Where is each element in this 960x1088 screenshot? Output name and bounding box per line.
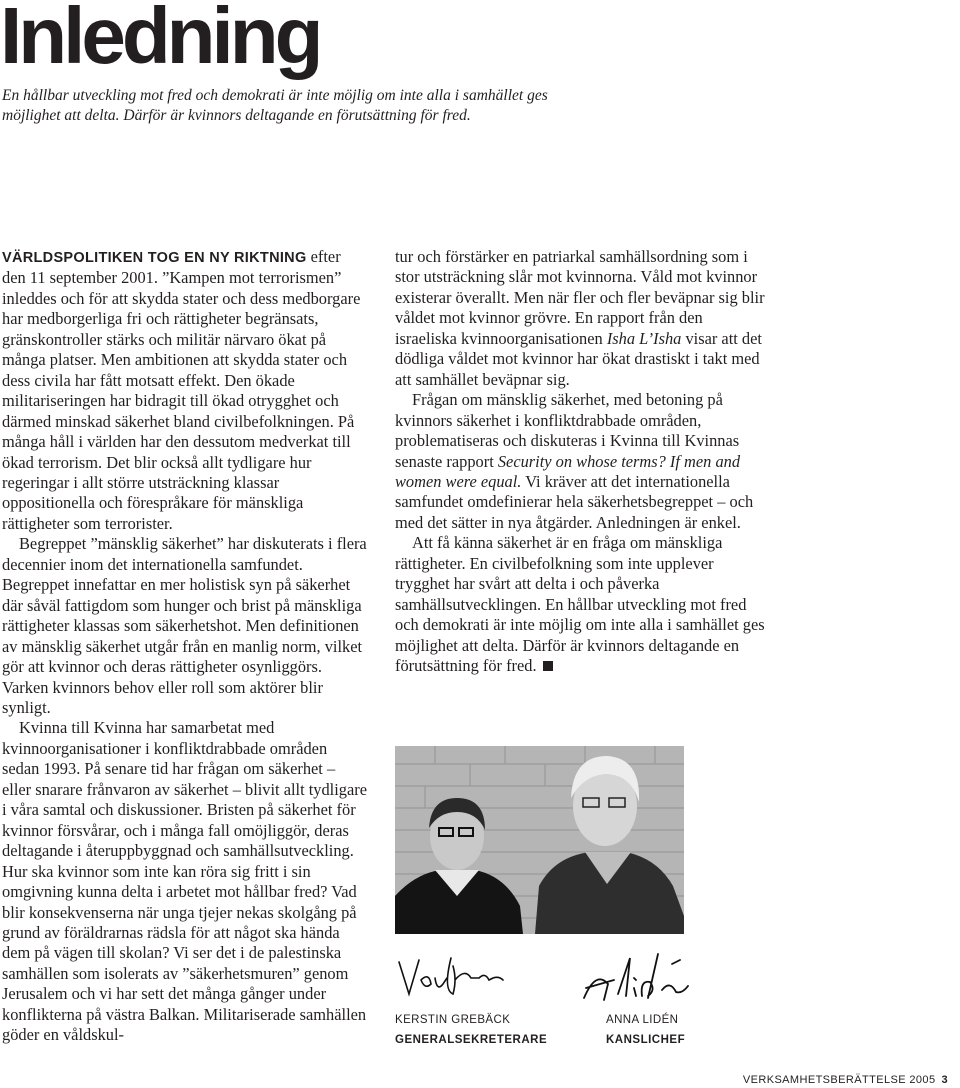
body-paragraph xyxy=(2,247,368,534)
organisation-name: Isha L’Isha xyxy=(606,328,682,348)
lead-paragraph: En hållbar utveckling mot fred och demokrati är inte möjlig om inte alla i samhället ges möjlighet att delta. Därför är kvinnors deltagande en förutsättning för fred. xyxy=(2,87,548,124)
portrait-photo xyxy=(395,746,684,934)
body-text: Vi kräver att det internationella samfundet omdefinierar hela säkerhetsbegreppet – och med det sätter in nya åtgärder. Anledningen är enkel. xyxy=(395,471,754,532)
text-column-right xyxy=(395,247,765,677)
body-text: tur och förstärker en patriarkal samhällsordning som i stor utsträckning slår mot kvinnorna. Våld mot kvinnor existerar överallt. Men när fler och fler beväpnar sig blir våldet mot kvinnor grövre. En rapport från den israeliska kvinnoorganisationen xyxy=(395,247,765,348)
page-title: Inledning xyxy=(0,0,320,80)
signature-anna-liden xyxy=(578,950,693,1010)
body-text: visar att det dödliga våldet mot kvinnor har ökat drastiskt i takt med att samhället beväpnar sig. xyxy=(395,328,762,389)
signatory-name: KERSTIN GREBÄCK xyxy=(395,1014,511,1026)
body-paragraph xyxy=(395,533,765,676)
text-column-left xyxy=(2,247,368,1046)
signatory-role: KANSLICHEF xyxy=(606,1034,686,1046)
footer-label: VERKSAMHETSBERÄTTELSE 2005 xyxy=(742,1074,936,1086)
body-text: efter den 11 september 2001. ”Kampen mot terrorismen” inleddes och för att skydda stater och dess medborgare har medborgerliga fri och rättigheter begränsats, gränskontroller stärks och militär närvaro ökat på många platser. Men ambitionen att skydda stater och dess civila har fått motsatt effekt. Den ökade militariseringen har bidragit till ökad otrygghet och därmed minskad säkerhet bland civilbefolkningen. På många håll i världen har den dessutom medverkat till ökad terrorism. Det blir också allt tydligare hur regeringar i allt större utsträckning klassar oppositionella och förespråkare för mänskliga rättigheter som terrorister. xyxy=(2,247,361,533)
body-text: Frågan om mänsklig säkerhet, med betoning på kvinnors säkerhet i konfliktdrabbade områden, problematiseras och diskuteras i Kvinna till Kvinnas senaste rapport xyxy=(395,390,740,471)
lead-in-text: VÄRLDSPOLITIKEN TOG EN NY RIKTNING xyxy=(2,250,307,266)
page-number: 3 xyxy=(941,1074,948,1086)
page-footer xyxy=(743,1074,948,1086)
body-text: Att få känna säkerhet är en fråga om mänskliga rättigheter. En civilbefolkning som inte upplever trygghet har svårt att delta i och påverka samhällsutvecklingen. En hållbar utveckling mot fred och demokrati är inte möjlig om inte alla i samhället ges möjlighet att delta. Därför är kvinnors deltagande en förutsättning för fred. xyxy=(395,533,765,676)
body-paragraph: Kvinna till Kvinna har samarbetat med kvinnoorganisationer i konfliktdrabbade områden sedan 1993. På senare tid har frågan om säkerhet – eller snarare frånvaron av säkerhet – blivit allt tydligare i våra samtal och diskussioner. Bristen på säkerhet för kvinnor försvårar, och i många fall omöjliggör, deras deltagande i återuppbyggnad och samhällsutveckling. Hur ska kvinnor som inte kan röra sig fritt i sin omgivning kunna delta i arbetet mot hållbar fred? Vad blir konsekvenserna när unga tjejer nekas skolgång på grund av föräldrarnas rädsla för att något ska hända dem på vägen till skolan? Vi ser det i de palestinska samhällen som isolerats av ”säkerhetsmuren” genom Jerusalem och vi har sett det många gånger under konflikterna på västra Balkan. Militariserade samhällen göder en våldskul- xyxy=(2,718,367,1045)
report-title: Security on whose terms? If men and women were equal. xyxy=(395,451,741,491)
end-mark-icon xyxy=(543,661,553,671)
body-paragraph: Begreppet ”mänsklig säkerhet” har diskuterats i flera decennier inom det internationella samfundet. Begreppet innefattar en mer holistisk syn på säkerhet där såväl fattigdom som hunger och brist på mänskliga rättigheter klassas som säkerhetshot. Men definitionen av mänsklig säkerhet utgår från en manlig norm, vilket gör att kvinnor och deras rättigheter osynliggörs. Varken kvinnors behov eller roll som aktörer blir synligt. xyxy=(2,534,367,717)
signatory-role: GENERALSEKRETERARE xyxy=(395,1034,548,1046)
signature-kerstin-greback xyxy=(395,950,505,1005)
body-paragraph xyxy=(395,247,765,390)
body-paragraph xyxy=(395,390,765,533)
signatory-name: ANNA LIDÉN xyxy=(606,1014,679,1026)
